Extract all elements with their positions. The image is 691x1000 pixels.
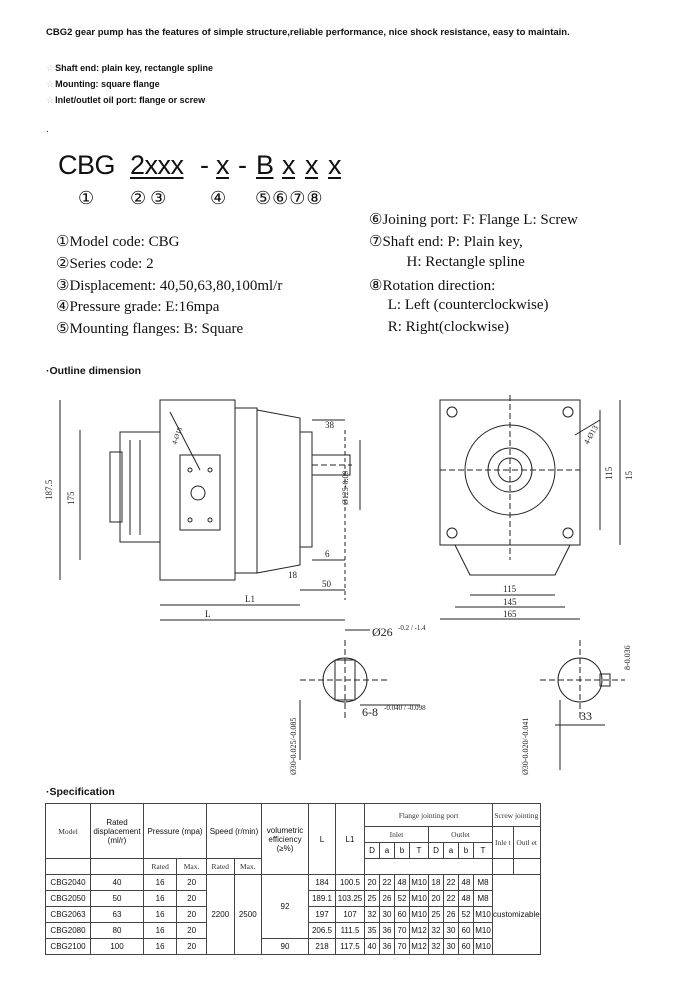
legend-line: ⑥Joining port: F: Flange L: Screw [369, 212, 578, 228]
dim-label: 18 [288, 570, 297, 580]
legend-line: ③Displacement: 40,50,63,80,100ml/r [56, 278, 283, 294]
dim-label: Ø125-0.09 [341, 470, 350, 505]
dim-label: 50 [322, 579, 331, 589]
spec-table [45, 803, 541, 955]
th-p-max: Max. [177, 859, 207, 875]
th-L: L [309, 804, 336, 875]
legend-line: R: Right(clockwise) [369, 319, 509, 335]
th-sub: b [395, 843, 410, 859]
th-inlet: Inlet [365, 827, 429, 843]
th-sub: b [459, 843, 474, 859]
dim-label: Ø26 [372, 625, 393, 639]
feature-item: ☆Mounting: square flange [46, 79, 160, 89]
code-part: B [256, 150, 274, 180]
dim-label: 6-8 [362, 705, 378, 719]
dim-label: L [205, 609, 211, 619]
table-row: CBG2040 40 16 20 2200 2500 92 184 100.5 20 22 48 M10 18 22 48 M8 customizable [46, 875, 541, 891]
dim-label: 145 [503, 597, 517, 607]
circled-number: ⑤⑥⑦⑧ [255, 188, 324, 209]
th-s-rated: Rated [207, 859, 235, 875]
legend-line: ⑧Rotation direction: [369, 278, 496, 294]
dim-label: -0.040 / -0.098 [384, 704, 426, 712]
code-part: CBG [58, 150, 116, 180]
feature-item: ☆Inlet/outlet oil port: flange or screw [46, 95, 206, 105]
th-flange: Flange jointing port [365, 804, 493, 827]
legend-line: H: Rectangle spline [369, 254, 525, 270]
vol-eff: 92 [262, 875, 309, 939]
legend-line: ①Model code: CBG [56, 234, 180, 250]
th-pressure: Pressure (mpa) [144, 804, 207, 859]
circled-number: ④ [210, 188, 227, 209]
th-sub: T [410, 843, 429, 859]
dim-label: Ø30-0.020/-0.041 [521, 717, 530, 775]
th-sub: a [380, 843, 395, 859]
intro-text: CBG2 gear pump has the features of simple structure,reliable performance, nice shock resistance, easy to maintain. [46, 27, 570, 38]
dim-label: Ø30-0.025/-0.085 [289, 717, 298, 775]
speed-rated: 2200 [207, 875, 235, 955]
th-model: Model [46, 804, 91, 859]
dim-label: 187.5 [44, 479, 54, 500]
star-icon: ☆ [46, 63, 55, 73]
th-p-rated: Rated [144, 859, 177, 875]
dim-label: 15 [624, 471, 634, 480]
th-inle: Inle t [493, 827, 514, 859]
code-part: x [305, 150, 318, 180]
spec-title: ·Specification [46, 786, 115, 798]
code-part: x [216, 150, 229, 180]
legend-line: L: Left (counterclockwise) [369, 297, 549, 313]
outline-title: ·Outline dimension [46, 365, 142, 377]
star-icon: ☆ [46, 79, 55, 89]
front-body [235, 408, 257, 573]
th-sub: a [444, 843, 459, 859]
table-row: CBG2100 100 16 20 90 218 117.5 40 36 70 M12 32 30 60 M10 [46, 939, 541, 955]
table-row: CBG2080 80 16 20 206.5 111.5 35 36 70 M12 32 30 60 M10 [46, 923, 541, 939]
dim-label: 175 [66, 491, 76, 505]
legend-line: ②Series code: 2 [56, 256, 154, 272]
mount-flange [300, 432, 312, 547]
dim-label: 165 [503, 609, 517, 619]
dim-label: L1 [245, 594, 255, 604]
speed-max: 2500 [234, 875, 262, 955]
th-rated: Rated displacement (ml/r) [91, 804, 144, 859]
legend-line: ⑤Mounting flanges: B: Square [56, 321, 244, 337]
th-speed: Speed (r/min) [207, 804, 262, 859]
th-sub: T [474, 843, 493, 859]
circled-number: ① [78, 188, 95, 209]
th-sub: D [429, 843, 444, 859]
screw-custom: customizable [493, 875, 541, 955]
dim-label: 6 [325, 549, 330, 559]
table-row: CBG2063 63 16 20 197 107 32 30 60 M10 25 26 52 M10 [46, 907, 541, 923]
bullet-dot: . [46, 124, 49, 135]
legend-line: ⑦Shaft end: P: Plain key, [369, 234, 523, 250]
code-part: x [328, 150, 341, 180]
code-part: 2xxx [130, 150, 184, 180]
dim-label: 4-Ø13 [581, 423, 600, 446]
dim-label: -0.2 / -1.4 [398, 624, 426, 632]
th-vol: volumetric efficiency (≥%) [262, 804, 309, 875]
dim-label: 4-Ø18 [170, 426, 184, 446]
dim-label: 38 [325, 420, 334, 430]
th-outlet: Outlet [429, 827, 493, 843]
dim-label: 115 [604, 466, 614, 480]
dim-label: 8-0.036 [623, 645, 632, 670]
table-row: CBG2050 50 16 20 189.1 103.25 25 26 52 M10 20 22 48 M8 [46, 891, 541, 907]
code-part: - [200, 150, 209, 180]
th-sub: D [365, 843, 380, 859]
dim-label: 33 [580, 709, 592, 723]
pump-body [160, 400, 235, 580]
star-icon: ☆ [46, 95, 55, 105]
code-part: - [238, 150, 247, 180]
th-s-max: Max. [234, 859, 262, 875]
vol-eff: 90 [262, 939, 309, 955]
code-part: x [282, 150, 295, 180]
feature-item: ☆Shaft end: plain key, rectangle spline [46, 63, 213, 73]
circled-number: ②③ [130, 188, 171, 209]
th-screw: Screw jointing [493, 804, 541, 827]
port-flange [180, 455, 220, 530]
th-L1: L1 [336, 804, 365, 875]
th-outl: Outl et [513, 827, 540, 859]
front-cover [257, 410, 300, 573]
legend-line: ④Pressure grade: E:16mpa [56, 299, 220, 315]
dim-label: 115 [503, 584, 517, 594]
